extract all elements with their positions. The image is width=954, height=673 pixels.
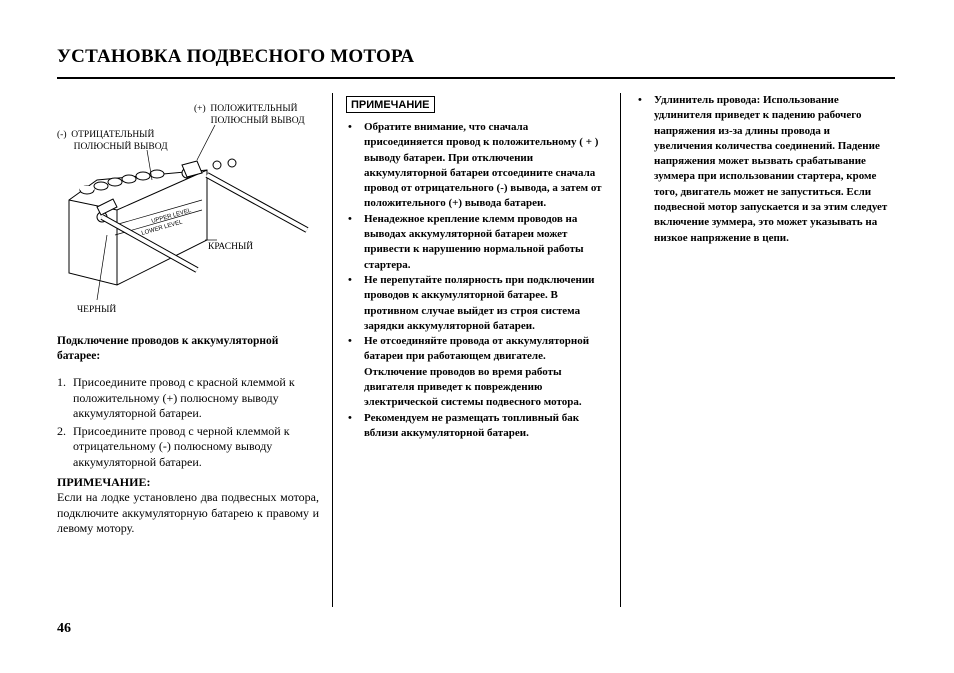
bullet-icon: • (348, 335, 352, 348)
lower-level-label: LOWER LEVEL (140, 219, 184, 237)
step-item (57, 424, 320, 471)
negative-terminal-label: (-) ОТРИЦАТЕЛЬНЫЙ ПОЛЮСНЫЙ ВЫВОД (57, 130, 168, 152)
bullet-text: Ненадежное крепление клемм проводов на выводах аккумуляторной батареи может привести к нарушению нормальной работы стартера. (364, 212, 584, 271)
list-item (347, 120, 609, 212)
bullet-text: Обратите внимание, что сначала присоединяется провод к положительному ( + ) выводу батареи. При отключении аккумуляторной батареи отсоедините сначала провод от отрицательного (-) вывода, а затем от положительного (+) вывода батареи. (364, 121, 602, 210)
bullet-icon: • (638, 94, 642, 106)
list-item (347, 334, 609, 410)
bullet-icon: • (348, 273, 352, 286)
header-rule (57, 77, 895, 79)
extension-bullet-list (637, 93, 889, 246)
bullet-text: Не перепутайте полярность при подключении проводов к аккумуляторной батарее. В противном случае выйдет из строя система зарядки аккумуляторной батареи. (364, 273, 595, 332)
column-divider-right (620, 93, 621, 607)
page-title: УСТАНОВКА ПОДВЕСНОГО МОТОРА (57, 46, 415, 67)
list-item (347, 411, 609, 442)
figure-caption: Подключение проводов к аккумуляторной батарее: (57, 335, 279, 362)
black-cable-label: ЧЕРНЫЙ (77, 305, 117, 315)
red-cable-label: КРАСНЫЙ (208, 242, 254, 252)
step-text: Присоедините провод с черной клеммой к отрицательному (-) полюсному выводу аккумуляторной батареи. (73, 423, 290, 469)
step-item (57, 375, 320, 422)
battery-figure (57, 95, 327, 325)
column-divider-left (332, 93, 333, 607)
note-bullet-list (347, 120, 609, 441)
list-item (347, 273, 609, 334)
bullet-text: Рекомендуем не размещать топливный бак вблизи аккумуляторной батареи. (364, 411, 580, 439)
list-item (637, 93, 889, 246)
step-text: Присоедините провод с красной клеммой к положительному (+) полюсному выводу аккумуляторной батареи. (73, 375, 295, 420)
note-text: Если на лодке установлено два подвесных мотора, подключите аккумуляторную батарею к правому и левому мотору. (57, 490, 319, 535)
connection-steps (57, 375, 320, 472)
list-item (347, 212, 609, 273)
note-badge: ПРИМЕЧАНИЕ (346, 96, 435, 113)
positive-terminal-label: (+) ПОЛОЖИТЕЛЬНЫЙ ПОЛЮСНЫЙ ВЫВОД (194, 104, 305, 126)
bullet-text: Удлинитель провода: Использование удлинителя приведет к падению рабочего напряжения из-за длины провода и увеличения количества соединений. Падение напряжения может вызвать срабатывание зуммера при использовании стартера, кроме того, двигатель может не запуститься. Если подвесной мотор запускается и за этим следует включение зуммера, это может указывать на низкое напряжение в цепи. (654, 94, 888, 244)
upper-level-label: UPPER LEVEL (150, 207, 192, 225)
page-number: 46 (57, 621, 71, 636)
bullet-text: Не отсоединяйте провода от аккумуляторной батареи при работающем двигателе. Отключение проводов во время работы двигателя приведет к повреждению электрической системы подвесного мотора. (364, 335, 590, 409)
bullet-icon: • (348, 121, 352, 133)
step-number: 1. (57, 375, 66, 389)
step-number: 2. (57, 423, 66, 438)
note-heading: ПРИМЕЧАНИЕ: (57, 475, 151, 489)
bullet-icon: • (348, 411, 352, 424)
bullet-icon: • (348, 212, 352, 225)
